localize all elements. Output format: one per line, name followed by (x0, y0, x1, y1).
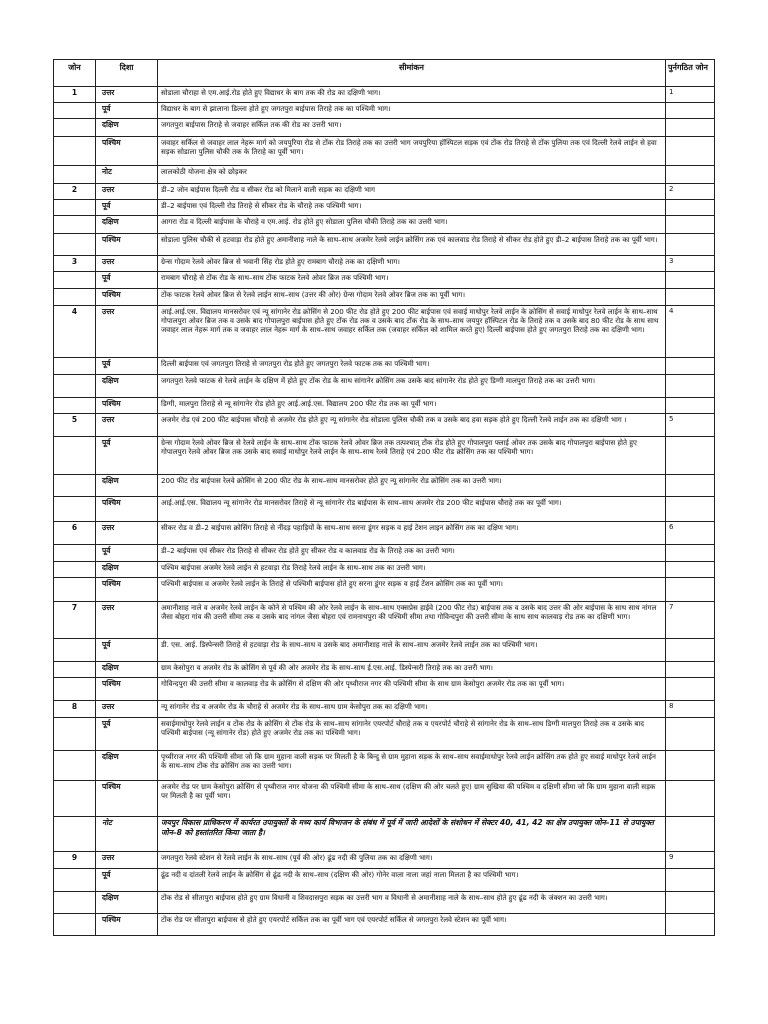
direction-cell: पश्चिम (96, 578, 158, 602)
reorganized-zone-cell (666, 119, 715, 137)
direction-cell: पश्चिम (96, 398, 158, 414)
boundary-cell: सीकर रोड व डी–2 बाईपास क्रोसिंग तिराहे से नींदड़ पहाड़ियों के साथ–साथ सरना डूंगर सड़क व हाई टेंशन लाइन क्रोसिंग तक का दक्षिण भाग। (158, 522, 666, 545)
reorganized-zone-cell (666, 166, 715, 184)
boundary-cell: ग्राम केसोपुरा व अजमेर रोड के क्रोसिंग से पूर्व की ओर अजमेर रोड के साथ–साथ ई.एस.आई. डिस्पेन्सरी तिराहे तक का उत्तरी भाग। (158, 662, 666, 678)
zone-cell (54, 562, 96, 578)
boundary-cell: दिल्ली बाईपास एवं जगतपुरा तिराहे से जगतपुरा रोड होते हुए जगतपुरा रेलवे फाटक तक का पश्चिमी भाग। (158, 358, 666, 375)
zone-boundary-table (53, 59, 715, 936)
reorganized-zone-cell (666, 398, 715, 414)
zone-cell (54, 781, 96, 817)
zone-cell: 7 (54, 602, 96, 639)
zone-cell: 2 (54, 184, 96, 200)
table-row (54, 497, 715, 522)
zone-cell (54, 137, 96, 166)
zone-cell (54, 475, 96, 497)
reorganized-zone-cell (666, 375, 715, 398)
boundary-cell: डिग्गी, मालपुरा तिराहे से न्यू सांगानेर रोड होते हुए आई.आई.एस. विद्यालय 200 फीट रोड तक का पूर्वी भाग। (158, 398, 666, 414)
boundary-cell: आई.आई.एस. विद्यालय न्यू सांगानेर रोड मानसरोवर तिराहे से न्यू सांगानेर रोड बाईपास के साथ–साथ अजमेर रोड 200 फीट बाईपास चौराहे तक का पूर्वी भाग। (158, 497, 666, 522)
reorganized-zone-cell (666, 751, 715, 781)
reorganized-zone-cell: 2 (666, 184, 715, 200)
table-row (54, 398, 715, 414)
reorganized-zone-cell: 7 (666, 602, 715, 639)
reorganized-zone-cell (666, 781, 715, 817)
zone-cell: 3 (54, 256, 96, 272)
table-row (54, 184, 715, 200)
direction-cell: पश्चिम (96, 137, 158, 166)
boundary-cell: सोडाला चौराहा से एम.आई.रोड होते हुए विद्याधर के बाग तक की रोड का दक्षिणी भाग। (158, 87, 666, 103)
reorganized-zone-cell (666, 892, 715, 914)
direction-cell: पश्चिम (96, 678, 158, 701)
direction-cell: नोट (96, 166, 158, 184)
boundary-cell: पृथ्वीराज नगर की पश्चिमी सीमा जो कि ग्राम मुहाना वाली सड़क पर मिलती है के बिन्दु से ग्राम मुहाना सड़क के साथ–साथ सवाईमाधोपुर रेलवे लाईन क्रोसिंग तक होते हुए सवाई माधोपुर रेलवे लाईन के साथ–साथ टोंक रोड क्रोसिंग तक का उत्तरी भाग। (158, 751, 666, 781)
direction-cell: पूर्व (96, 358, 158, 375)
reorganized-zone-cell (666, 103, 715, 119)
table-row (54, 358, 715, 375)
direction-cell: पूर्व (96, 103, 158, 119)
reorganized-zone-cell (666, 545, 715, 562)
boundary-cell: टोंक रोड पर सीतापुरा बाईपास से होते हुए एयरपोर्ट सर्किल तक का पूर्वी भाग एवं एयरपोर्ट सर्किल से जगतपुरा रेलवे स्टेशन का पूर्वी भाग। (158, 914, 666, 936)
zone-cell (54, 817, 96, 852)
direction-cell: उत्तर (96, 701, 158, 718)
reorganized-zone-cell: 4 (666, 306, 715, 358)
boundary-cell: पश्चिम बाईपास अजमेर रेलवे लाईन से हटवाड़ा रोड तिराहे रेलवे लाईन के साथ–साथ तक का उत्तरी भाग। (158, 562, 666, 578)
table-row (54, 751, 715, 781)
header-direction: दिशा (96, 60, 158, 87)
boundary-cell: अजमेर रोड पर ग्राम केसोपुरा क्रोसिंग से पृथ्वीराज नगर योजना की पश्चिमी सीमा के साथ–साथ (दक्षिण की ओर चलते हुए) ग्राम सुखिया की पश्चिम व दक्षिणी सीमा जो कि ग्राम मुहाना वाली सड़क पर मिलती है का पूर्वी भाग। (158, 781, 666, 817)
direction-cell: दक्षिण (96, 662, 158, 678)
header-boundary: सीमांकन (158, 60, 666, 87)
table-row (54, 662, 715, 678)
table-row (54, 562, 715, 578)
table-row (54, 437, 715, 475)
zone-cell (54, 216, 96, 234)
direction-cell: पूर्व (96, 200, 158, 216)
table-row (54, 414, 715, 437)
zone-cell (54, 398, 96, 414)
reorganized-zone-cell (666, 817, 715, 852)
boundary-cell: जगतपुरा रेलवे फाटक से रेलवे लाईन के दक्षिण में होते हुए टोंक रोड के साथ सांगानेर क्रोसिंग तक उसके बाद सांगानेर रोड होते हुए डिग्गी मालपुरा तिराहे तक का उत्तरी भाग। (158, 375, 666, 398)
table-row (54, 578, 715, 602)
boundary-cell: गोविन्दपुरा की उत्तरी सीमा व कालवाड़ रोड के क्रोसिंग से दक्षिण की ओर पृथ्वीराज नगर की पश्चिमी सीमा के साथ ग्राम केसोपुरा अजमेर रोड तक का पूर्वी भाग। (158, 678, 666, 701)
reorganized-zone-cell (666, 497, 715, 522)
boundary-cell: टोंक फाटक रेलवे ओवर ब्रिज से रेलवे लाईन साथ–साथ (उत्तर की ओर) ग्रेन्स गोदाम रेलवे ओवर ब्रिज तक का पूर्वी भाग। (158, 289, 666, 306)
table-row (54, 602, 715, 639)
reorganized-zone-cell: 8 (666, 701, 715, 718)
zone-boundary-table-container (53, 59, 714, 936)
table-row (54, 256, 715, 272)
direction-cell: पूर्व (96, 545, 158, 562)
direction-cell: पूर्व (96, 639, 158, 662)
boundary-cell: जगतपुरा रेलवे स्टेशन से रेलवे लाईन के साथ–साथ (पूर्व की ओर) ढूंढ नदी की पुलिया तक का दक्षिणी भाग। (158, 852, 666, 869)
direction-cell: दक्षिण (96, 119, 158, 137)
table-row (54, 639, 715, 662)
zone-cell (54, 358, 96, 375)
table-row (54, 852, 715, 869)
table-row (54, 87, 715, 103)
zone-cell (54, 200, 96, 216)
direction-cell: उत्तर (96, 87, 158, 103)
zone-cell: 9 (54, 852, 96, 869)
boundary-cell: ग्रेन्स गोदाम रेलवे ओवर ब्रिज से रेलवे लाईन के साथ–साथ टोंक फाटक रेलवे ओवर ब्रिज तक तत्पश्चात् टोंक रोड होते हुए गोपालपुरा फ्लाई ओवर तक उसके बाद गोपालपुरा बाईपास होते हुए गोपालपुरा रेलवे ओवर ब्रिज तक उसके बाद सवाई माधोपुर रेलवे लाईन के साथ–साथ रेलवे तिराहे एवं 200 फीट रोड क्रोसिंग तक का पश्चिमी भाग। (158, 437, 666, 475)
zone-cell: 1 (54, 87, 96, 103)
table-row (54, 119, 715, 137)
zone-cell (54, 375, 96, 398)
reorganized-zone-cell (666, 914, 715, 936)
header-reorganized-zone: पुर्नगठित जोन (666, 60, 715, 87)
table-row (54, 545, 715, 562)
zone-cell: 4 (54, 306, 96, 358)
table-row (54, 234, 715, 256)
reorganized-zone-cell (666, 289, 715, 306)
table-row (54, 522, 715, 545)
reorganized-zone-cell (666, 562, 715, 578)
direction-cell: पूर्व (96, 869, 158, 892)
direction-cell: उत्तर (96, 306, 158, 358)
reorganized-zone-cell (666, 437, 715, 475)
table-row (54, 103, 715, 119)
table-row (54, 216, 715, 234)
zone-cell (54, 751, 96, 781)
zone-cell (54, 234, 96, 256)
direction-cell: उत्तर (96, 414, 158, 437)
reorganized-zone-cell (666, 578, 715, 602)
direction-cell: उत्तर (96, 602, 158, 639)
reorganized-zone-cell (666, 718, 715, 751)
boundary-cell: डी–2 जोन बाईपास दिल्ली रोड व सीकर रोड को मिलाने वाली सड़क का दक्षिणी भाग (158, 184, 666, 200)
direction-cell: उत्तर (96, 852, 158, 869)
zone-cell: 8 (54, 701, 96, 718)
table-row (54, 289, 715, 306)
zone-cell: 5 (54, 414, 96, 437)
zone-cell (54, 662, 96, 678)
boundary-cell: सवाईमाधोपुर रेलवे लाईन व टोंक रोड के क्रोसिंग से टोंक रोड के साथ–साथ सांगानेर एयरपोर्ट चौराहे तक व एयरपोर्ट चौराहे से सांगानेर रोड के साथ–साथ डिग्गी मालपुरा तिराहे तक व उसके बाद पश्चिमी बाईपास (न्यू सांगानेर रोड) होते हुए अजमेर रोड तक का पश्चिमी भाग। (158, 718, 666, 751)
boundary-cell: जयपुर विकास प्राधिकरण में कार्यरत उपायुक्तों के मध्य कार्य विभाजन के संबंध में पूर्व में जारी आदेशों के संशोधन में सेक्टर 40, 41, 42 का क्षेत्र उपायुक्त जोन–11 से उपायुक्त जोन–8 को हस्तांतरित किया जाता है। (158, 817, 666, 852)
reorganized-zone-cell: 3 (666, 256, 715, 272)
zone-cell: 6 (54, 522, 96, 545)
table-row (54, 306, 715, 358)
zone-cell (54, 639, 96, 662)
direction-cell: पूर्व (96, 437, 158, 475)
zone-cell (54, 869, 96, 892)
boundary-cell: 200 फीट रोड बाईपास रेलवे क्रोसिंग से 200 फीट रोड के साथ–साथ मानसरोवर होते हुए न्यू सांगानेर रोड क्रोसिंग तक का उत्तरी भाग। (158, 475, 666, 497)
reorganized-zone-cell (666, 137, 715, 166)
direction-cell: दक्षिण (96, 751, 158, 781)
direction-cell: पश्चिम (96, 497, 158, 522)
direction-cell: दक्षिण (96, 475, 158, 497)
zone-cell (54, 289, 96, 306)
direction-cell: दक्षिण (96, 562, 158, 578)
table-row (54, 166, 715, 184)
boundary-cell: जवाहर सर्किल से जवाहर लाल नेहरू मार्ग को जयपुरिया रोड से टोंक रोड तिराहे तक का उत्तरी भाग जयपुरिया हॉस्पिटल सड़क एवं टोंक रोड तिराहे से टोंक पुलिया तक एवं दिल्ली रेलवे लाईन से हवा सड़क सोडाला पुलिस चौकी तक के तिराहे का पूर्वी भाग। (158, 137, 666, 166)
boundary-cell: पश्चिमी बाईपास व अजमेर रेलवे लाईन के तिराहे से पश्चिमी बाईपास होते हुए सरना डूंगर सड़क व हाई टेंशन क्रोसिंग तक का पूर्वी भाग। (158, 578, 666, 602)
table-row (54, 869, 715, 892)
zone-cell (54, 892, 96, 914)
direction-cell: पश्चिम (96, 289, 158, 306)
header-zone: जोन (54, 60, 96, 87)
reorganized-zone-cell (666, 358, 715, 375)
boundary-cell: डी. एस. आई. डिस्पेन्सरी तिराहे से हटवाड़ा रोड के साथ–साथ व उसके बाद अमानीशाह नाले के साथ–साथ अजमेर रेलवे लाईन तक का पश्चिमी भाग। (158, 639, 666, 662)
zone-cell (54, 272, 96, 289)
zone-cell (54, 914, 96, 936)
reorganized-zone-cell (666, 234, 715, 256)
zone-cell (54, 437, 96, 475)
boundary-cell: अमानीशाह नाले व अजमेर रेलवे लाईन के कोने से पश्चिम की ओर रेलवे लाईन के साथ–साथ एक्सप्रेस हाईवे (200 फीट रोड) बाईपास तक व उसके बाद उत्तर की ओर बाईपास के साथ साथ नांगल जैसा बोहरा गांव की उत्तरी सीमा तक व उसके बाद नांगल जैसा बोहरा एवं रामनाथपुरा की पश्चिमी सीमा तथा गोविन्दपुरा की उत्तरी सीमा के साथ साथ कालवाड़ रोड तक का दक्षिणी भाग। (158, 602, 666, 639)
boundary-cell: सोडाला पुलिस चौकी से हटवाड़ा रोड होते हुए अमानीशाह नाले के साथ–साथ अजमेर रेलवे लाईन क्रोसिंग तक एवं कालवाड रोड तिराहे से सीकर रोड होते हुए डी–2 बाईपास तिराहे तक का पूर्वी भाग। (158, 234, 666, 256)
direction-cell: उत्तर (96, 256, 158, 272)
boundary-cell: जगतपुरा बाईपास तिराहे से जवाहर सर्किल तक की रोड का उत्तरी भाग। (158, 119, 666, 137)
zone-cell (54, 718, 96, 751)
zone-cell (54, 545, 96, 562)
direction-cell: पश्चिम (96, 781, 158, 817)
boundary-cell: रामबाग चौराहे से टोंक रोड के साथ–साथ टोंक फाटक रेलवे ओवर ब्रिज तक पश्चिमी भाग। (158, 272, 666, 289)
table-row (54, 914, 715, 936)
reorganized-zone-cell (666, 678, 715, 701)
boundary-cell: विद्याधर के बाग से झालाना डिल्ला होते हुए जगतपुरा बाईपास तिराहे तक का पश्चिमी भाग। (158, 103, 666, 119)
direction-cell: उत्तर (96, 522, 158, 545)
reorganized-zone-cell (666, 662, 715, 678)
reorganized-zone-cell: 9 (666, 852, 715, 869)
table-row (54, 701, 715, 718)
reorganized-zone-cell (666, 639, 715, 662)
direction-cell: नोट (96, 817, 158, 852)
boundary-cell: टोंक रोड से सीतापुरा बाईपास होते हुए ग्राम विधानी व शिवदासपुरा सड़क का उत्तरी भाग व विधानी से अमानीशाह नाले के साथ–साथ होते हुए ढूंढ नदी के जंक्शन का उत्तरी भाग। (158, 892, 666, 914)
direction-cell: पूर्व (96, 718, 158, 751)
boundary-cell: डी–2 बाईपास एवं दिल्ली रोड तिराहे से सीकर रोड के चौराहे तक पश्चिमी भाग। (158, 200, 666, 216)
table-row (54, 817, 715, 852)
table-row (54, 892, 715, 914)
boundary-cell: डी–2 बाईपास एवं सीकर रोड तिराहे से सीकर रोड होते हुए सीकर रोड व कालवाड रोड के तिराहे तक का उत्तरी भाग। (158, 545, 666, 562)
boundary-cell: ग्रेन्स गोदाम रेलवे ओवर ब्रिज से भवानी सिंह रोड होते हुए रामबाग चौराहे तक का दक्षिणी भाग। (158, 256, 666, 272)
zone-cell (54, 166, 96, 184)
reorganized-zone-cell: 1 (666, 87, 715, 103)
zone-cell (54, 678, 96, 701)
zone-cell (54, 119, 96, 137)
table-row (54, 375, 715, 398)
direction-cell: उत्तर (96, 184, 158, 200)
direction-cell: पश्चिम (96, 914, 158, 936)
reorganized-zone-cell (666, 272, 715, 289)
table-row (54, 718, 715, 751)
direction-cell: दक्षिण (96, 892, 158, 914)
table-row (54, 137, 715, 166)
reorganized-zone-cell (666, 869, 715, 892)
reorganized-zone-cell (666, 200, 715, 216)
table-row (54, 272, 715, 289)
boundary-cell: आगरा रोड व दिल्ली बाईपास के चौराहे व एम.आई. रोड होते हुए सोडाला पुलिस चौकी तिराहे तक का उत्तरी भाग। (158, 216, 666, 234)
reorganized-zone-cell: 6 (666, 522, 715, 545)
boundary-cell: न्यू सांगानेर रोड व अजमेर रोड के चौराहे से अजमेर रोड के साथ–साथ ग्राम केसोपुरा तक का दक्षिणी भाग। (158, 701, 666, 718)
boundary-cell: आई.आई.एस. विद्यालय मानसरोवर एवं न्यू सांगानेर रोड क्रोसिंग से 200 फीट रोड होते हुए 200 फीट बाईपास एवं सवाई माधोपुर रेलवे लाईन के क्रोसिंग से सवाई माधोपुर रेलवे लाईन के साथ–साथ गोपालपुरा ओवर ब्रिज तक व उसके बाद गोपालपुरा बाईपास होते हुए टोंक रोड तक व उसके बाद टोंक रोड के साथ–साथ जयपुर हॉस्पिटल रोड के तिराहे तक व उसके बाद 80 फीट रोड के साथ साथ जवाहर लाल नेहरू मार्ग तक व जवाहर लाल नेहरू मार्ग के साथ–साथ जवाहर सर्किल तक (जवाहर सर्किल को शामिल करते हुए) दिल्ली बाईपास होते हुए जगतपुरा तिराहे तक का दक्षिणी भाग। (158, 306, 666, 358)
table-row (54, 200, 715, 216)
table-row (54, 678, 715, 701)
zone-cell (54, 103, 96, 119)
direction-cell: पूर्व (96, 272, 158, 289)
direction-cell: दक्षिण (96, 216, 158, 234)
boundary-cell: ढूंढ नदी व दांतली रेलवे लाईन के क्रोसिंग से ढूंढ नदी के साथ–साथ (दक्षिण की ओर) गोनेर वाला नाला जहां नाला मिलता है का पश्चिमी भाग। (158, 869, 666, 892)
direction-cell: दक्षिण (96, 375, 158, 398)
boundary-cell: अजमेर रोड एवं 200 फीट बाईपास चौराहे से अजमेर रोड होते हुए न्यू सांगानेर रोड सोडाला पुलिस चौकी तक व उसके बाद हवा सड़क होते हुए दिल्ली रेलवे लाईन तक का दक्षिणी भाग । (158, 414, 666, 437)
reorganized-zone-cell (666, 475, 715, 497)
zone-cell (54, 578, 96, 602)
direction-cell: पश्चिम (96, 234, 158, 256)
table-row (54, 475, 715, 497)
boundary-cell: लालकोठी योजना क्षेत्र को छोड़कर (158, 166, 666, 184)
reorganized-zone-cell (666, 216, 715, 234)
zone-cell (54, 497, 96, 522)
table-header-row (54, 60, 715, 87)
reorganized-zone-cell: 5 (666, 414, 715, 437)
table-row (54, 781, 715, 817)
